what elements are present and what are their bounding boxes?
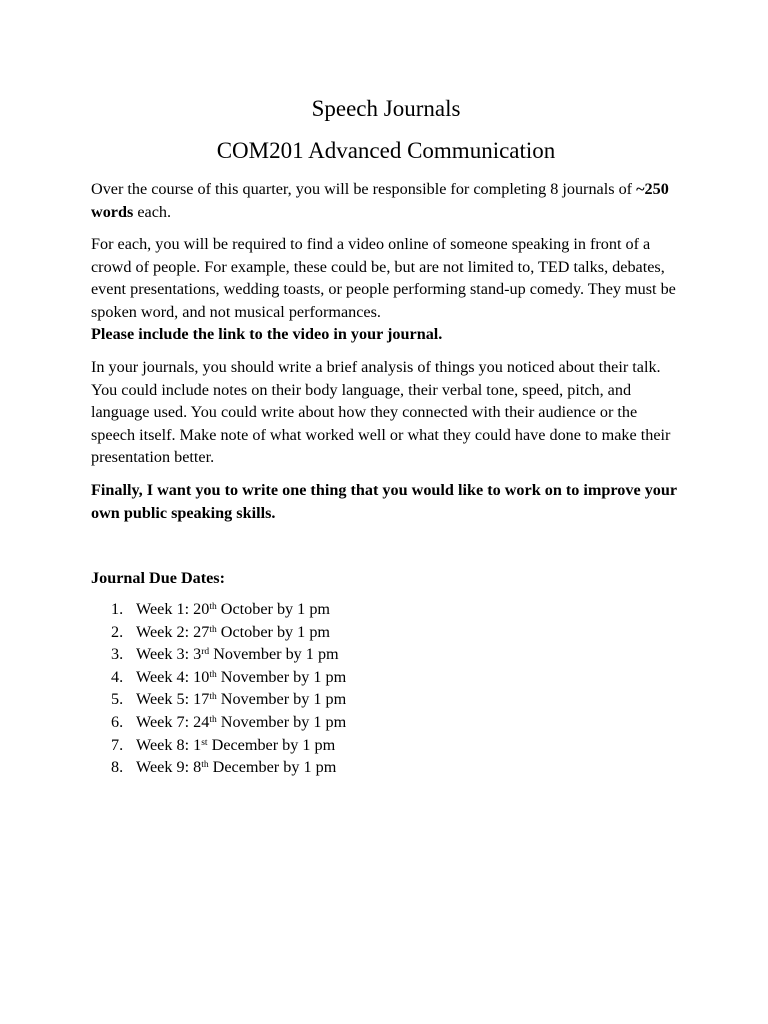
due-date-item	[91, 734, 346, 757]
ordinal-suffix: th	[209, 601, 217, 612]
analysis-paragraph: In your journals, you should write a brief analysis of things you noticed about their talk. You could include notes on their body language, their verbal tone, speed, pitch, and language used. You could write about how they connected with their audience or the speech itself. Make note of what worked well or what they could have done to make their presentation better.	[91, 358, 671, 466]
word-count: ~250 words	[91, 180, 669, 221]
due-date-item	[91, 666, 346, 689]
course-title: COM201 Advanced Communication	[216, 138, 556, 163]
due-date-rest: November by 1 pm	[216, 690, 347, 709]
due-date-rest: November by 1 pm	[216, 712, 347, 731]
video-instructions-text: For each, you will be required to find a video online of someone speaking in front of a crowd of people. For example, these could be, but are not limited to, TED talks, debates, event presentations, wedding toasts, or people performing stand-up comedy. They must be spoken word, and not musical performances.	[91, 235, 676, 321]
ordinal-suffix: th	[201, 759, 209, 770]
due-date-rest: December by 1 pm	[207, 735, 336, 754]
intro-paragraph	[91, 178, 681, 223]
due-date-week: Week 5: 17	[136, 690, 210, 709]
intro-text: Over the course of this quarter, you will be responsible for completing 8 journals of	[91, 180, 637, 198]
list-number: 6.	[111, 712, 124, 731]
ordinal-suffix: th	[209, 624, 217, 635]
due-date-week: Week 8: 1	[136, 735, 202, 754]
video-instructions-paragraph	[91, 233, 681, 346]
ordinal-suffix: rd	[201, 646, 210, 657]
document-title: Speech Journals	[311, 96, 461, 121]
due-date-week: Week 1: 20	[136, 600, 210, 618]
final-instruction: Finally, I want you to write one thing that you would like to work on to improve your own public speaking skills.	[91, 481, 677, 522]
list-number: 5.	[111, 690, 124, 709]
ordinal-suffix: th	[209, 714, 217, 725]
due-date-week: Week 7: 24	[136, 712, 210, 731]
ordinal-suffix: th	[209, 692, 217, 703]
intro-text-end: each.	[133, 202, 172, 221]
list-number: 3.	[111, 645, 124, 664]
due-date-rest: December by 1 pm	[208, 758, 337, 777]
due-date-week: Week 4: 10	[136, 667, 210, 686]
due-date-item	[91, 598, 346, 621]
due-date-item	[91, 711, 346, 734]
list-number: 7.	[111, 735, 124, 754]
due-dates-heading: Journal Due Dates:	[91, 569, 225, 587]
due-date-item	[91, 756, 346, 779]
due-dates-list	[91, 598, 346, 779]
due-date-item	[91, 688, 346, 711]
link-instruction: Please include the link to the video in your journal.	[91, 325, 443, 343]
due-date-rest: October by 1 pm	[216, 600, 331, 618]
due-date-week: Week 2: 27	[136, 622, 210, 641]
list-number: 8.	[111, 758, 124, 777]
due-date-week: Week 3: 3	[136, 645, 202, 664]
ordinal-suffix: th	[209, 669, 217, 680]
due-date-rest: October by 1 pm	[216, 622, 331, 641]
list-number: 1.	[111, 600, 124, 618]
due-date-item	[91, 621, 346, 644]
list-number: 2.	[111, 622, 124, 641]
due-date-rest: November by 1 pm	[216, 667, 347, 686]
list-number: 4.	[111, 667, 124, 686]
due-date-rest: November by 1 pm	[209, 645, 339, 664]
due-date-week: Week 9: 8	[136, 758, 202, 777]
due-date-item	[91, 643, 346, 666]
ordinal-suffix: st	[201, 737, 208, 748]
